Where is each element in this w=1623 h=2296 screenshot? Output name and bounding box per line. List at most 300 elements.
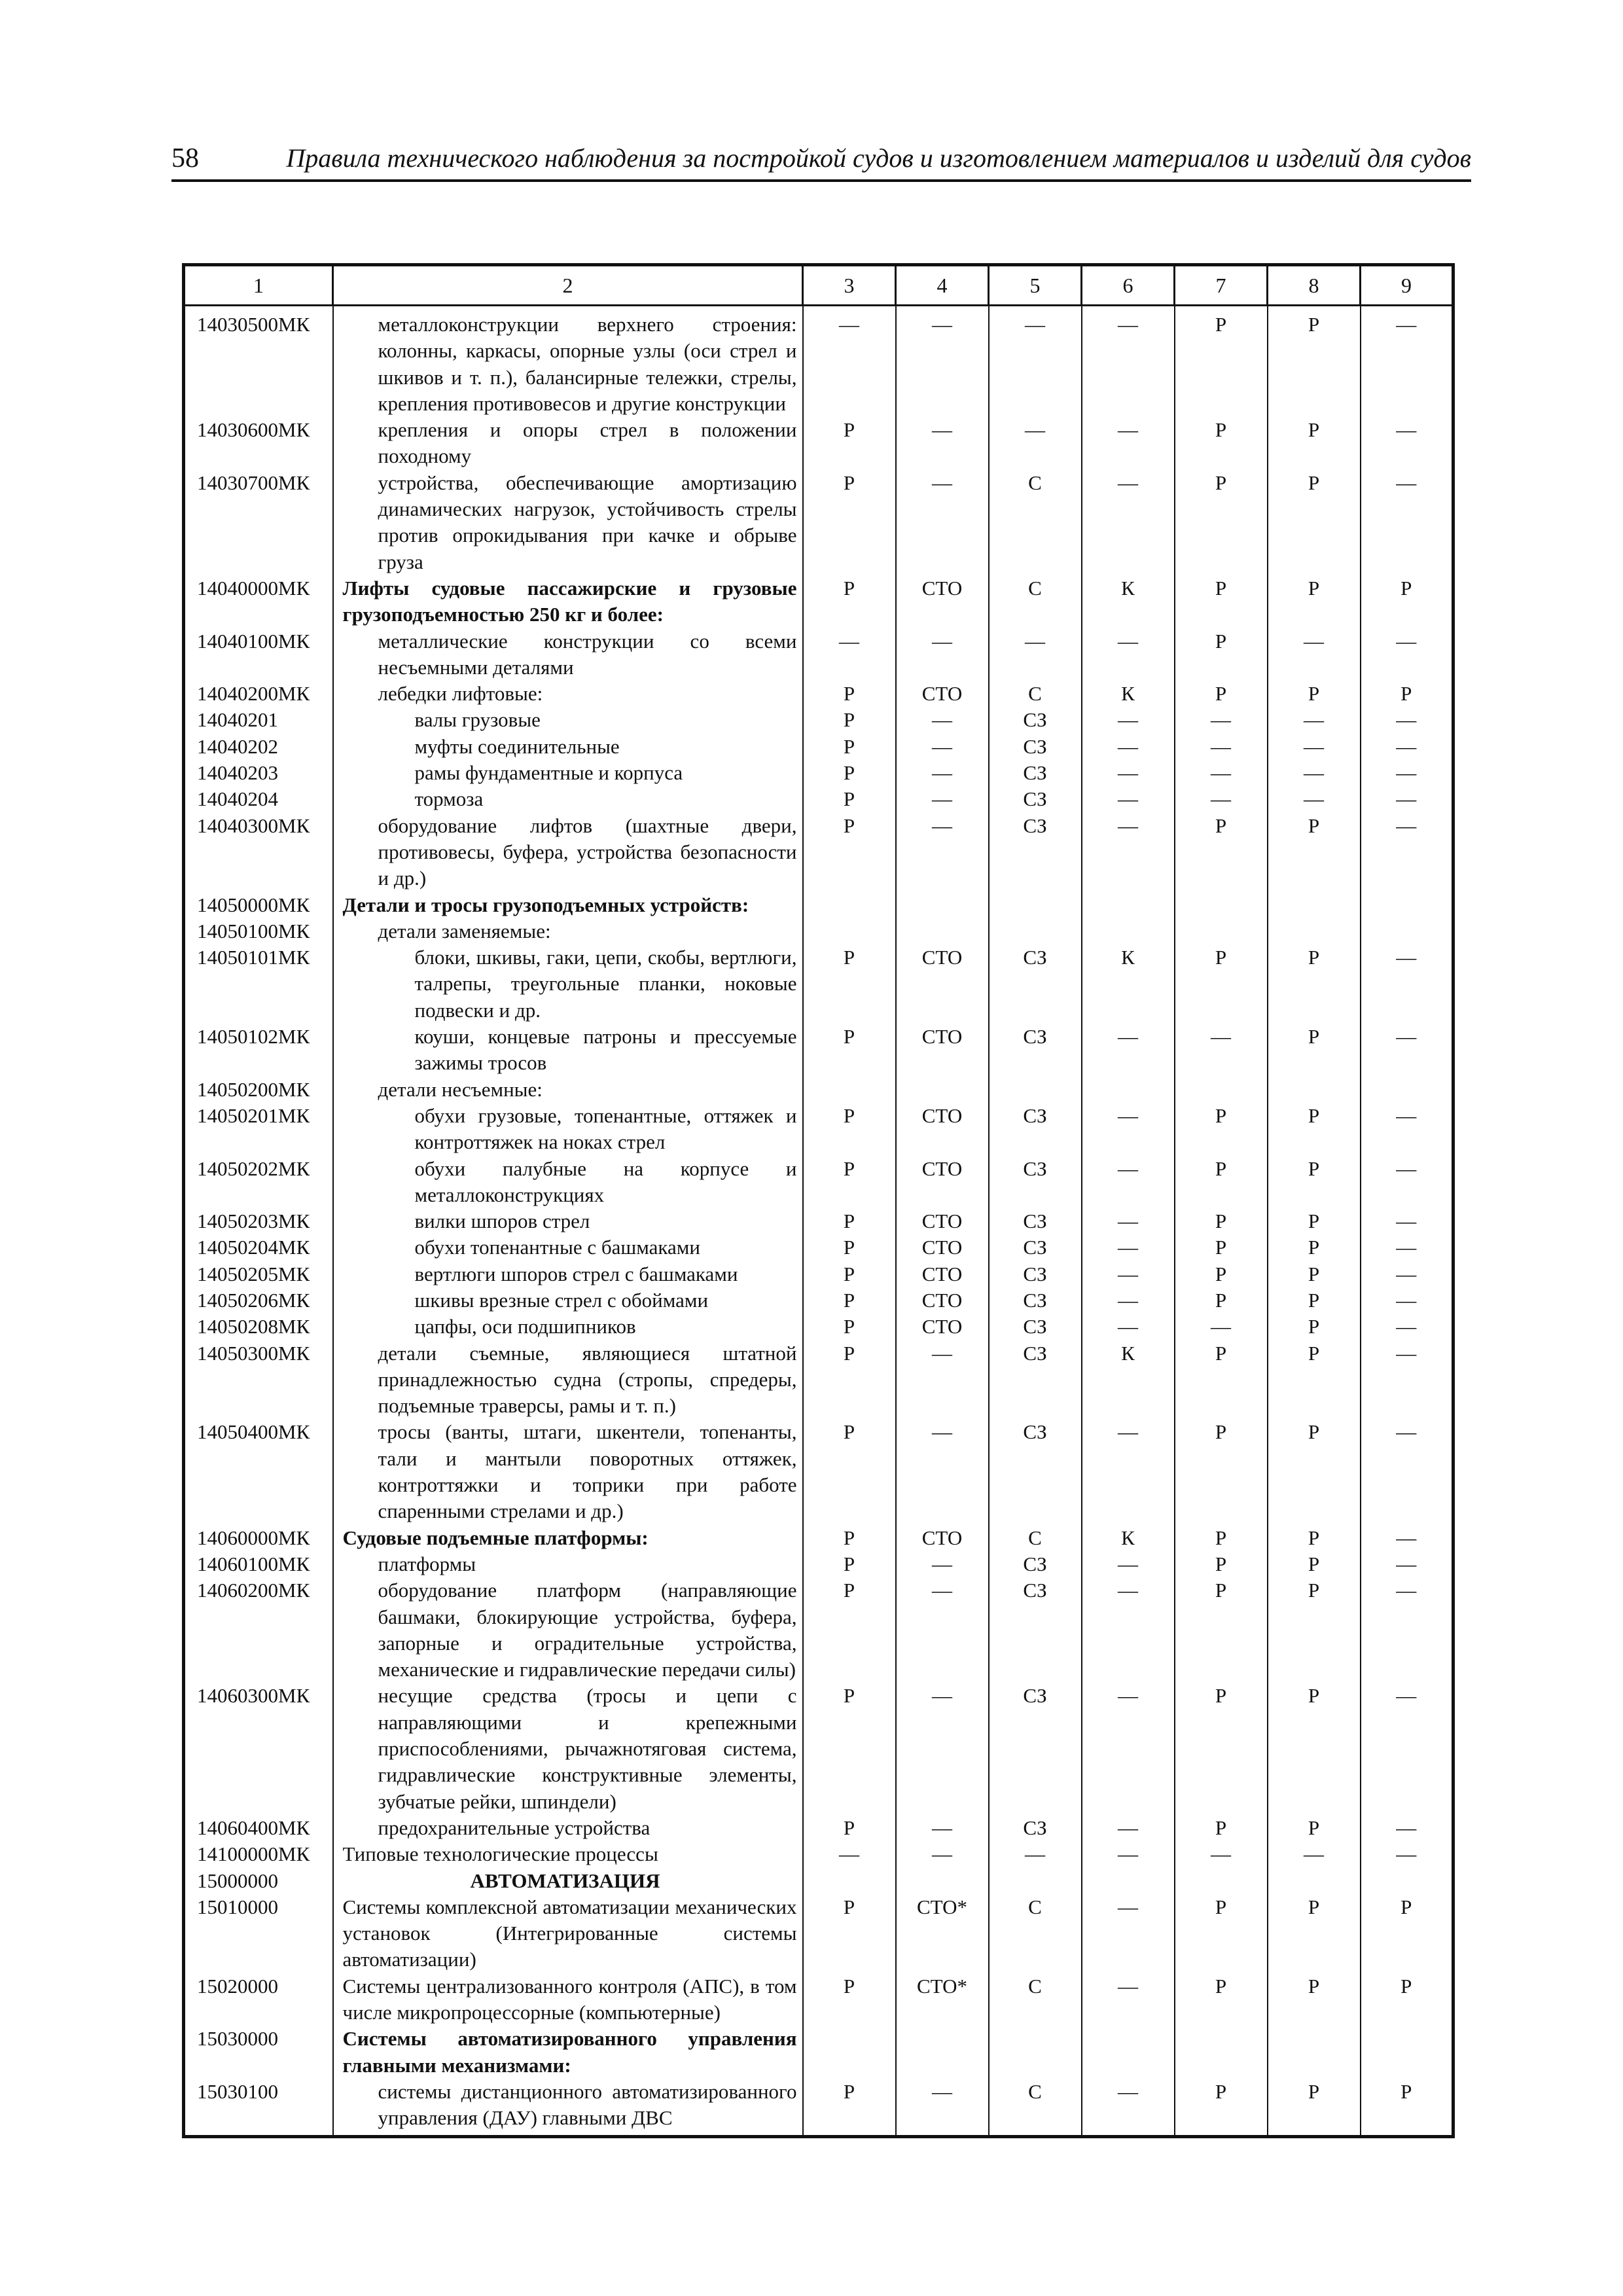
value-col-5: — (989, 1841, 1082, 1867)
item-code: 14050400МК (197, 1420, 310, 1444)
table-row (184, 707, 1454, 733)
item-description: Судовые подъемные платформы: (333, 1525, 803, 1551)
table-row (184, 1287, 1454, 1314)
value-col-3: Р (803, 1551, 896, 1577)
value-col-8: Р (1268, 417, 1361, 470)
value-col-5: СЗ (989, 1815, 1082, 1841)
value-col-4: — (896, 734, 989, 760)
value-col-6: К (1082, 1340, 1175, 1420)
value-col-6: — (1082, 1841, 1175, 1867)
value-col-5: СЗ (989, 760, 1082, 786)
item-code: 14050101МК (197, 946, 310, 969)
value-col-3 (803, 918, 896, 944)
value-col-3: Р (803, 1419, 896, 1524)
value-col-9: — (1361, 1287, 1454, 1314)
table-row (184, 1577, 1454, 1683)
value-col-6: — (1082, 1683, 1175, 1814)
item-description: АВТОМАТИЗАЦИЯ (333, 1868, 803, 1894)
value-col-8: Р (1268, 1103, 1361, 1156)
value-col-3: Р (803, 813, 896, 892)
value-col-4: СТО (896, 575, 989, 628)
value-col-5 (989, 892, 1082, 918)
item-code: 14050202МК (197, 1157, 310, 1180)
item-description: устройства, обеспечивающие амортизацию динамических нагрузок, устойчивость стрелы против опрокидывания при качке и обрыве груза (333, 470, 803, 575)
item-code: 14050201МК (197, 1103, 310, 1127)
item-description: шкивы врезные стрел с обоймами (333, 1287, 803, 1314)
value-col-5: С (989, 1973, 1082, 2026)
value-col-4: СТО (896, 1287, 989, 1314)
value-col-6 (1082, 1077, 1175, 1103)
value-col-4: — (896, 1551, 989, 1577)
value-col-9: Р (1361, 1894, 1454, 1973)
item-code: 14040201 (197, 708, 278, 732)
value-col-9: — (1361, 1525, 1454, 1551)
item-description: оборудование лифтов (шахтные двери, противовесы, буфера, устройства безопасности и др.) (333, 813, 803, 892)
value-col-5: СЗ (989, 1577, 1082, 1683)
value-col-8: — (1268, 734, 1361, 760)
value-col-9 (1361, 1077, 1454, 1103)
item-code: 15030000 (197, 2027, 278, 2051)
table-row (184, 786, 1454, 812)
item-code: 14050000МК (197, 893, 310, 916)
item-code: 14050208МК (197, 1315, 310, 1338)
value-col-5: СЗ (989, 786, 1082, 812)
item-description: муфты соединительные (333, 734, 803, 760)
value-col-3: Р (803, 1314, 896, 1340)
item-description: детали несъемные: (333, 1077, 803, 1103)
column-number-row (184, 265, 1454, 306)
value-col-3: Р (803, 707, 896, 733)
value-col-9 (1361, 918, 1454, 944)
item-code: 14050204МК (197, 1236, 310, 1259)
value-col-9: — (1361, 1261, 1454, 1287)
value-col-8 (1268, 1868, 1361, 1894)
value-col-4 (896, 892, 989, 918)
value-col-5: СЗ (989, 944, 1082, 1024)
item-description: обухи топенантные с башмаками (333, 1234, 803, 1261)
column-number-8: 8 (1268, 265, 1361, 306)
value-col-7: — (1175, 734, 1268, 760)
value-col-4: — (896, 470, 989, 575)
item-code: 15000000 (197, 1869, 278, 1892)
value-col-9: — (1361, 417, 1454, 470)
value-col-9: — (1361, 734, 1454, 760)
value-col-5: СЗ (989, 1551, 1082, 1577)
item-code: 15030100 (197, 2079, 278, 2103)
value-col-5: — (989, 628, 1082, 681)
value-col-4: — (896, 813, 989, 892)
table-row (184, 2026, 1454, 2079)
value-col-5: СЗ (989, 1261, 1082, 1287)
value-col-3 (803, 1077, 896, 1103)
table-row (184, 1024, 1454, 1077)
value-col-8: Р (1268, 2079, 1361, 2137)
value-col-3: Р (803, 1815, 896, 1841)
value-col-9 (1361, 1868, 1454, 1894)
item-description: детали съемные, являющиеся штатной принадлежностью судна (стропы, спредеры, подъемные траверсы, рамы и т. п.) (333, 1340, 803, 1420)
value-col-4: — (896, 1841, 989, 1867)
value-col-3: Р (803, 1208, 896, 1234)
value-col-6: — (1082, 1577, 1175, 1683)
item-description: металлические конструкции со всеми несъемными деталями (333, 628, 803, 681)
value-col-4: СТО (896, 1103, 989, 1156)
column-number-6: 6 (1082, 265, 1175, 306)
value-col-9: — (1361, 1815, 1454, 1841)
value-col-6: — (1082, 1261, 1175, 1287)
value-col-4: СТО (896, 1261, 989, 1287)
value-col-8: Р (1268, 1815, 1361, 1841)
table-row (184, 892, 1454, 918)
item-code: 14100000МК (197, 1842, 310, 1866)
value-col-3: Р (803, 681, 896, 707)
table-row (184, 1973, 1454, 2026)
value-col-4: СТО (896, 1208, 989, 1234)
value-col-3: Р (803, 575, 896, 628)
value-col-3: Р (803, 1973, 896, 2026)
item-code: 14060400МК (197, 1816, 310, 1839)
item-code: 15010000 (197, 1895, 278, 1918)
value-col-6: К (1082, 681, 1175, 707)
item-code: 14050206МК (197, 1288, 310, 1312)
value-col-6: — (1082, 1815, 1175, 1841)
table-row (184, 1103, 1454, 1156)
column-number-4: 4 (896, 265, 989, 306)
value-col-9: — (1361, 1024, 1454, 1077)
value-col-8: — (1268, 760, 1361, 786)
value-col-9: Р (1361, 681, 1454, 707)
value-col-3: Р (803, 1287, 896, 1314)
value-col-7: Р (1175, 1234, 1268, 1261)
value-col-7: Р (1175, 1156, 1268, 1209)
item-description: цапфы, оси подшипников (333, 1314, 803, 1340)
column-number-2: 2 (333, 265, 803, 306)
value-col-9: — (1361, 1551, 1454, 1577)
column-number-7: 7 (1175, 265, 1268, 306)
item-code: 14040300МК (197, 814, 310, 837)
table-row (184, 760, 1454, 786)
value-col-7: Р (1175, 2079, 1268, 2137)
column-number-5: 5 (989, 265, 1082, 306)
value-col-9: — (1361, 707, 1454, 733)
value-col-8: Р (1268, 1340, 1361, 1420)
value-col-6 (1082, 1868, 1175, 1894)
table-row (184, 918, 1454, 944)
value-col-3 (803, 2026, 896, 2079)
table-row (184, 1815, 1454, 1841)
value-col-6: — (1082, 1156, 1175, 1209)
value-col-8: Р (1268, 1551, 1361, 1577)
item-code: 14040000МК (197, 576, 310, 600)
item-code: 14040202 (197, 734, 278, 758)
value-col-4: СТО (896, 944, 989, 1024)
value-col-8 (1268, 1077, 1361, 1103)
item-description: крепления и опоры стрел в положении походному (333, 417, 803, 470)
item-description: обухи грузовые, топенантные, оттяжек и контроттяжек на ноках стрел (333, 1103, 803, 1156)
value-col-6: — (1082, 1103, 1175, 1156)
value-col-9 (1361, 892, 1454, 918)
item-code: 14050205МК (197, 1262, 310, 1285)
value-col-5: СЗ (989, 1683, 1082, 1814)
table-row (184, 813, 1454, 892)
item-code: 14060100МК (197, 1552, 310, 1575)
value-col-7 (1175, 1868, 1268, 1894)
item-description: рамы фундаментные и корпуса (333, 760, 803, 786)
value-col-8: Р (1268, 470, 1361, 575)
value-col-7: Р (1175, 1683, 1268, 1814)
value-col-5: — (989, 306, 1082, 418)
item-description: тросы (ванты, штаги, шкентели, топенанты, тали и мантыли поворотных оттяжек, контроттяжки и топрики при работе спаренными стрелами и др.) (333, 1419, 803, 1524)
value-col-5: СЗ (989, 1419, 1082, 1524)
value-col-7: — (1175, 1841, 1268, 1867)
value-col-6: — (1082, 707, 1175, 733)
value-col-9: — (1361, 1314, 1454, 1340)
table-row (184, 1208, 1454, 1234)
value-col-8: Р (1268, 813, 1361, 892)
value-col-3 (803, 1868, 896, 1894)
item-description: системы дистанционного автоматизированного управления (ДАУ) главными ДВС (333, 2079, 803, 2137)
value-col-7: Р (1175, 470, 1268, 575)
value-col-9: — (1361, 944, 1454, 1024)
value-col-3: Р (803, 1577, 896, 1683)
value-col-3 (803, 892, 896, 918)
value-col-4: СТО (896, 1024, 989, 1077)
value-col-5: СЗ (989, 1156, 1082, 1209)
value-col-7 (1175, 918, 1268, 944)
value-col-7: Р (1175, 417, 1268, 470)
item-code: 14060200МК (197, 1579, 310, 1602)
value-col-4: — (896, 760, 989, 786)
item-code: 14050100МК (197, 919, 310, 942)
value-col-4: — (896, 786, 989, 812)
value-col-5: С (989, 2079, 1082, 2137)
value-col-6: — (1082, 1551, 1175, 1577)
value-col-8: — (1268, 786, 1361, 812)
table-row (184, 734, 1454, 760)
value-col-8: — (1268, 1841, 1361, 1867)
value-col-5: СЗ (989, 1208, 1082, 1234)
item-description: Системы централизованного контроля (АПС), в том числе микропроцессорные (компьютерные) (333, 1973, 803, 2026)
item-description: лебедки лифтовые: (333, 681, 803, 707)
value-col-4: — (896, 306, 989, 418)
item-description: коуши, концевые патроны и прессуемые зажимы тросов (333, 1024, 803, 1077)
value-col-9: Р (1361, 575, 1454, 628)
value-col-7: Р (1175, 306, 1268, 418)
value-col-5: — (989, 417, 1082, 470)
value-col-6: — (1082, 2079, 1175, 2137)
item-description: тормоза (333, 786, 803, 812)
table-row (184, 1234, 1454, 1261)
value-col-9: Р (1361, 2079, 1454, 2137)
value-col-7: Р (1175, 944, 1268, 1024)
column-number-1: 1 (184, 265, 333, 306)
table-row (184, 306, 1454, 418)
value-col-7: Р (1175, 1287, 1268, 1314)
value-col-6: — (1082, 1973, 1175, 2026)
value-col-4 (896, 1868, 989, 1894)
value-col-3: — (803, 1841, 896, 1867)
value-col-3: Р (803, 1156, 896, 1209)
value-col-5: С (989, 575, 1082, 628)
value-col-8: Р (1268, 1156, 1361, 1209)
value-col-5: СЗ (989, 707, 1082, 733)
value-col-9: — (1361, 786, 1454, 812)
value-col-8: Р (1268, 1577, 1361, 1683)
value-col-7 (1175, 892, 1268, 918)
item-code: 14040100МК (197, 629, 310, 653)
value-col-5 (989, 918, 1082, 944)
table-row (184, 1683, 1454, 1814)
item-code: 14040200МК (197, 682, 310, 706)
value-col-6: — (1082, 1024, 1175, 1077)
item-description: детали заменяемые: (333, 918, 803, 944)
value-col-8: Р (1268, 681, 1361, 707)
value-col-4: — (896, 1683, 989, 1814)
value-col-3: Р (803, 1525, 896, 1551)
value-col-7 (1175, 1077, 1268, 1103)
value-col-7: — (1175, 1314, 1268, 1340)
value-col-9: — (1361, 1841, 1454, 1867)
value-col-8: — (1268, 707, 1361, 733)
value-col-8: Р (1268, 1208, 1361, 1234)
value-col-3: Р (803, 734, 896, 760)
value-col-6: — (1082, 786, 1175, 812)
table-row (184, 1841, 1454, 1867)
column-number-9: 9 (1361, 265, 1454, 306)
table-row (184, 628, 1454, 681)
table-row (184, 417, 1454, 470)
table-row (184, 1077, 1454, 1103)
value-col-5: С (989, 470, 1082, 575)
value-col-7: Р (1175, 1815, 1268, 1841)
value-col-7: Р (1175, 813, 1268, 892)
value-col-8: Р (1268, 1234, 1361, 1261)
column-number-3: 3 (803, 265, 896, 306)
value-col-9: — (1361, 306, 1454, 418)
value-col-8: Р (1268, 1261, 1361, 1287)
table-row (184, 1868, 1454, 1894)
value-col-6: — (1082, 1234, 1175, 1261)
table-row (184, 944, 1454, 1024)
item-description: вертлюги шпоров стрел с башмаками (333, 1261, 803, 1287)
value-col-6: — (1082, 1419, 1175, 1524)
item-code: 14060300МК (197, 1684, 310, 1708)
value-col-6: — (1082, 1208, 1175, 1234)
table-row (184, 1261, 1454, 1287)
value-col-6: К (1082, 575, 1175, 628)
classification-table (182, 263, 1455, 2138)
value-col-6 (1082, 918, 1175, 944)
value-col-3: Р (803, 1234, 896, 1261)
value-col-6: — (1082, 470, 1175, 575)
value-col-5: СЗ (989, 734, 1082, 760)
value-col-4: — (896, 628, 989, 681)
item-code: 14040204 (197, 787, 278, 811)
value-col-6: — (1082, 813, 1175, 892)
value-col-7: Р (1175, 1340, 1268, 1420)
value-col-4 (896, 1077, 989, 1103)
value-col-4: — (896, 1419, 989, 1524)
value-col-3: Р (803, 1340, 896, 1420)
value-col-4: СТО (896, 1314, 989, 1340)
item-description: Системы автоматизированного управления главными механизмами: (333, 2026, 803, 2079)
value-col-5: СЗ (989, 1314, 1082, 1340)
value-col-7: Р (1175, 1973, 1268, 2026)
item-code: 14060000МК (197, 1526, 310, 1549)
item-code: 14030600МК (197, 418, 310, 442)
value-col-7: Р (1175, 681, 1268, 707)
value-col-6: — (1082, 734, 1175, 760)
value-col-6 (1082, 892, 1175, 918)
value-col-4 (896, 2026, 989, 2079)
value-col-9: — (1361, 1340, 1454, 1420)
value-col-9: — (1361, 1208, 1454, 1234)
value-col-6: К (1082, 1525, 1175, 1551)
value-col-9: — (1361, 470, 1454, 575)
value-col-9 (1361, 2026, 1454, 2079)
value-col-6: — (1082, 1894, 1175, 1973)
table-row (184, 1894, 1454, 1973)
value-col-4: СТО (896, 1234, 989, 1261)
value-col-8: Р (1268, 1973, 1361, 2026)
page-number: 58 (171, 143, 199, 173)
value-col-7: Р (1175, 1525, 1268, 1551)
item-description: валы грузовые (333, 707, 803, 733)
running-title: Правила технического наблюдения за постройкой судов и изготовлением материалов и изделий для судов (286, 143, 1471, 173)
value-col-8: Р (1268, 1894, 1361, 1973)
value-col-5 (989, 2026, 1082, 2079)
value-col-3: Р (803, 1894, 896, 1973)
value-col-8: Р (1268, 1287, 1361, 1314)
value-col-7: — (1175, 786, 1268, 812)
value-col-3: — (803, 306, 896, 418)
value-col-6: — (1082, 306, 1175, 418)
table-row (184, 1340, 1454, 1420)
value-col-4: СТО (896, 681, 989, 707)
value-col-4: — (896, 1815, 989, 1841)
item-code: 14050300МК (197, 1341, 310, 1365)
value-col-8: — (1268, 628, 1361, 681)
table-row (184, 1419, 1454, 1524)
value-col-3: Р (803, 470, 896, 575)
value-col-8 (1268, 2026, 1361, 2079)
table-row (184, 1525, 1454, 1551)
table-row (184, 1314, 1454, 1340)
item-description: Детали и тросы грузоподъемных устройств: (333, 892, 803, 918)
value-col-4: СТО (896, 1156, 989, 1209)
value-col-3: Р (803, 1103, 896, 1156)
value-col-3: Р (803, 1261, 896, 1287)
item-description: Лифты судовые пассажирские и грузовые грузоподъемностью 250 кг и более: (333, 575, 803, 628)
table-row (184, 575, 1454, 628)
item-description: Типовые технологические процессы (333, 1841, 803, 1867)
item-code: 14040203 (197, 761, 278, 785)
value-col-7: Р (1175, 575, 1268, 628)
value-col-8: Р (1268, 1419, 1361, 1524)
value-col-9: — (1361, 1156, 1454, 1209)
table-row (184, 470, 1454, 575)
value-col-7: — (1175, 1024, 1268, 1077)
value-col-6: — (1082, 417, 1175, 470)
value-col-8: Р (1268, 1525, 1361, 1551)
value-col-7: — (1175, 707, 1268, 733)
value-col-5 (989, 1077, 1082, 1103)
value-col-8: Р (1268, 306, 1361, 418)
value-col-4: — (896, 2079, 989, 2137)
value-col-3: Р (803, 1024, 896, 1077)
value-col-8: Р (1268, 1683, 1361, 1814)
table-row (184, 681, 1454, 707)
item-code: 14030700МК (197, 471, 310, 494)
